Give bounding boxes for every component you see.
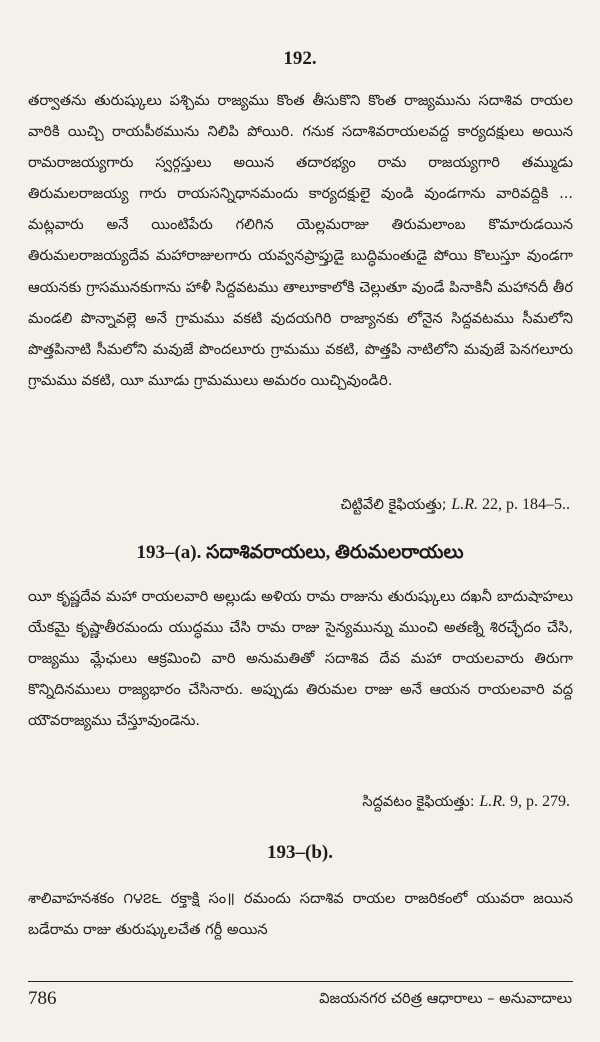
section-heading-193b: 193–(b). xyxy=(267,842,333,863)
source-ref-rest: 9, p. 279. xyxy=(506,793,570,810)
source-reference xyxy=(451,496,570,513)
source-name: సిద్దవటం కైఫియత్తు: xyxy=(362,793,475,810)
section-heading-193a: 193–(a). సదాశివరాయలు, తిరుమలరాయలు xyxy=(136,542,464,563)
section-paragraph-193b: శాలివాహనశకం ౧౪౭౬ రక్తాక్షి సం॥ రమందు సదాశివ రాయల రాజరికంలో యువరా జయిన బడేరామ రాజు తురుష్కులచేత గర్దీ అయిన xyxy=(28,890,573,939)
running-title: విజయనగర చరిత్ర ఆధారాలు – అనువాదాలు xyxy=(319,990,572,1007)
source-ref-italic: L.R. xyxy=(479,793,506,810)
source-citation-192 xyxy=(340,496,570,517)
source-name: చిట్టివేలి కైఫియత్తు; xyxy=(340,496,447,513)
page-number: 786 xyxy=(28,988,57,1009)
section-paragraph-193a: యీ కృష్ణదేవ మహా రాయలవారి అల్లుడు అళియ రామ రాజును తురుష్కులు దఖనీ బాదుషాహలు యేకమై కృష్ణాతీరమందు యుద్ధము చేసి రామ రాజు సైన్యమున్ను ముంచి అతణ్ని శిరచ్ఛేదం చేసి, రాజ్యము మ్లేఛులు ఆక్రమించి వారి అనుమతితో సదాశివ దేవ మహా రాయలవారు తిరుగా కొన్నిదినములు రాజ్యభారం చేసినారు. అప్పుడు తిరుమల రాజు అనే ఆయన రాయలవారి వద్ద యౌవరాజ్యము చేస్తూవుండెను. xyxy=(28,588,573,730)
footer-rule xyxy=(28,981,573,982)
source-citation-193a xyxy=(362,793,570,814)
section-heading-192: 192. xyxy=(283,48,317,69)
source-ref-italic: L.R. xyxy=(451,496,478,513)
source-ref-rest: 22, p. 184–5.. xyxy=(478,496,570,513)
source-reference xyxy=(479,793,570,810)
section-paragraph-192: తర్వాతను తురుష్కులు పశ్చిమ రాజ్యము కొంత తీసుకొని కొంత రాజ్యమును సదాశివ రాయల వారికి యిచ్చి రాయపీఠమును నిలిపి పోయిరి. గనుక సదాశివరాయలవద్ద కార్యదక్షులు అయిన రామరాజయ్యగారు స్వర్గస్తులు అయిన తదారభ్యం రామ రాజయ్యగారి తమ్ముడు తిరుమలరాజయ్య గారు రాయసన్నిధానమందు కార్యదక్షులై వుండి వుండగాను వారివద్దికి ... మట్లవారు అనే యింటిపేరు గలిగిన యెల్లమరాజు తిరుమలాంబ కొమారుడయిన తిరుమలరాజయ్యదేవ మహారాజులగారు యవ్వనప్రాప్తుడై బుద్ధిమంతుడై పోయి కొలుస్తూ వుండగా ఆయనకు గ్రాసమునకుగాను హాళీ సిద్దవటము తాలూకాలోకి చెల్లుతూ వుండే పినాకినీ మహానదీ తీర మండలి పొన్నావల్లె అనే గ్రామము వకటి వుదయగిరి రాజ్యానకు లోనైన సిద్దవటము సీమలోని పొత్తపినాటి సీమలోని మవుజే పొందలూరు గ్రామము వకటి, పొత్తపి నాటిలోని మవుజే పెనగలూరు గ్రామము వకటి, యీ మూడు గ్రామములు అమరం యిచ్చివుండిరి. xyxy=(28,92,573,389)
